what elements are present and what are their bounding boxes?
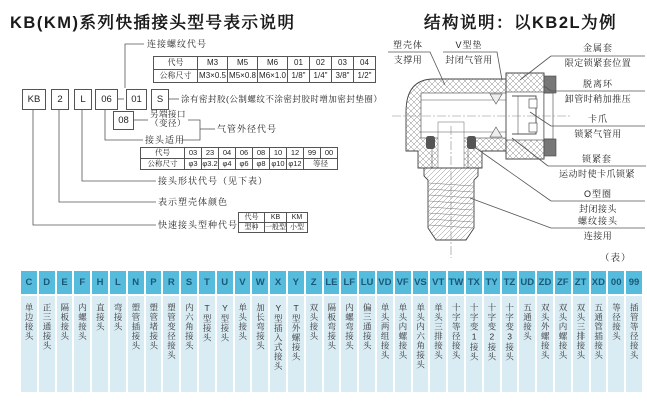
shape-desc-cell (146, 296, 162, 392)
table-cell: 1/8" (288, 70, 310, 83)
shape-column (270, 271, 286, 392)
shape-column (341, 271, 357, 392)
part-desc: 卸管时稍加推压 (564, 94, 632, 104)
shape-column (39, 271, 55, 392)
shape-column (163, 271, 179, 392)
table-cell: 01 (288, 57, 310, 70)
table-cell: 代号 (141, 148, 185, 159)
shape-desc: 单头内螺接头 (397, 303, 408, 360)
model-box-color: 2 (51, 89, 69, 110)
label-shell-color: 表示塑壳体颜色 (158, 197, 229, 207)
shape-desc-cell (502, 296, 518, 392)
label-other-end-note: （变径） (150, 118, 187, 128)
shape-desc-cell (217, 296, 233, 392)
part-label-metal-sleeve (551, 44, 645, 68)
label-sealant: 涂有密封胶(公制螺纹不涂密封胶时增加密封垫圈） (181, 94, 383, 104)
table-cell: φ12 (288, 159, 302, 169)
shape-code: VF (395, 271, 411, 294)
shape-column (324, 271, 340, 392)
shape-desc: 单头三排接头 (433, 303, 444, 360)
table-cell: M6 (258, 57, 288, 70)
part-name: 卡爪 (587, 114, 608, 124)
table-cell: 08 (253, 148, 270, 159)
shape-column (466, 271, 482, 392)
shape-code: TZ (502, 271, 518, 294)
label-shape-code: 接头形状代号（见下表） (158, 176, 269, 186)
model-box-sealant: S (151, 89, 169, 110)
shape-desc-cell (181, 296, 197, 392)
shape-desc: 弯接头 (113, 303, 124, 332)
table-cell: 10 (270, 148, 287, 159)
part-name: V型垫 (455, 40, 483, 50)
shape-desc: Y型接头 (219, 303, 230, 343)
table-cell: φ10 (271, 159, 285, 169)
shape-column (502, 271, 518, 392)
shape-desc: T型接头 (202, 303, 213, 343)
part-desc: 封闭接头 (578, 204, 617, 214)
shape-column (626, 271, 642, 392)
table-cell: 3/8" (332, 70, 354, 83)
shape-desc-cell (359, 296, 375, 392)
shape-desc-cell (74, 296, 90, 392)
shape-desc-cell (555, 296, 571, 392)
shape-desc-cell (128, 296, 144, 392)
shape-desc-cell (21, 296, 37, 392)
shape-column (377, 271, 393, 392)
table-cell: 04 (219, 148, 236, 159)
part-name: 螺纹接头 (577, 216, 618, 226)
shape-desc-cell (235, 296, 251, 392)
shape-desc-cell (199, 296, 215, 392)
part-desc: 连接用 (583, 231, 613, 241)
series-type-table (238, 212, 308, 233)
table-cell: KM (287, 213, 308, 223)
shape-desc-cell (466, 296, 482, 392)
shape-column (359, 271, 375, 392)
model-box-series: KB (22, 89, 46, 110)
shape-code: C (21, 271, 37, 294)
joint-shape-table (21, 271, 642, 392)
plastic-shell-shape (406, 79, 506, 168)
shape-desc-cell (430, 296, 446, 392)
shape-desc-cell (57, 296, 73, 392)
shape-column (395, 271, 411, 392)
shape-desc: 双头内螺接头 (558, 303, 569, 360)
table-cell: 等径 (304, 159, 338, 170)
shape-code: LF (341, 271, 357, 294)
thread-size-table (153, 56, 376, 83)
shape-code: TY (484, 271, 500, 294)
table-cell: 一般型 (265, 224, 286, 231)
table-cell: φ6 (236, 159, 253, 170)
shape-code: VD (377, 271, 393, 294)
table-cell: 04 (354, 57, 376, 70)
shape-code: V (235, 271, 251, 294)
shape-code: S (181, 271, 197, 294)
right-section-title: 结构说明：以KB2L为例 (424, 14, 618, 32)
shape-desc: 单边接头 (24, 303, 35, 341)
shape-code: D (39, 271, 55, 294)
shape-desc-cell (626, 296, 642, 392)
shape-desc: 单头接头 (237, 303, 248, 341)
shape-column (484, 271, 500, 392)
shape-column (110, 271, 126, 392)
shape-column (21, 271, 37, 392)
table-cell: 06 (236, 148, 253, 159)
part-desc: 限定锁紧套位置 (564, 58, 632, 68)
shape-column (591, 271, 607, 392)
shape-code: ZT (573, 271, 589, 294)
shape-desc: 隔板接头 (59, 303, 70, 341)
shape-desc: 塑管插接头 (130, 303, 141, 351)
label-joint-apply: 接头适用 (145, 135, 186, 145)
shape-code: U (217, 271, 233, 294)
shape-code: VS (413, 271, 429, 294)
shape-column (92, 271, 108, 392)
part-label-lock-sleeve (548, 155, 646, 179)
shape-desc: 十字变2接头 (486, 303, 497, 362)
shape-column (448, 271, 464, 392)
table-cell: M5×0.8 (228, 70, 258, 83)
part-label-shell (384, 41, 432, 65)
table-cell: KB (265, 213, 287, 223)
shape-desc-cell (324, 296, 340, 392)
table-cell: φ4 (219, 159, 236, 170)
shape-desc: 内六角接头 (184, 303, 195, 351)
shape-desc-cell (484, 296, 500, 392)
shape-column (181, 271, 197, 392)
shape-column (57, 271, 73, 392)
shape-code: Z (306, 271, 322, 294)
shape-desc: 十字等径接头 (451, 303, 462, 360)
table-cell: 02 (310, 57, 332, 70)
shape-column (217, 271, 233, 392)
shape-desc-cell (270, 296, 286, 392)
shape-desc-cell (252, 296, 268, 392)
shape-desc: 加长弯接头 (255, 303, 266, 351)
shape-desc: 十字变3接头 (504, 303, 515, 362)
shape-column (430, 271, 446, 392)
shape-code: F (74, 271, 90, 294)
shape-code: Y (288, 271, 304, 294)
part-label-v-ring (441, 41, 497, 65)
v-ring-shape (490, 94, 502, 104)
shape-code: TW (448, 271, 464, 294)
shape-column (199, 271, 215, 392)
shape-desc: 直接头 (95, 303, 106, 332)
shape-desc-cell (163, 296, 179, 392)
part-name: O型圈 (583, 189, 612, 199)
table-cell: 12 (287, 148, 304, 159)
shape-desc: 塑管变径接头 (166, 303, 177, 360)
shape-desc-cell (341, 296, 357, 392)
shape-desc-cell (519, 296, 535, 392)
shape-desc-cell (377, 296, 393, 392)
table-cell: 代号 (239, 213, 265, 223)
shape-code: X (270, 271, 286, 294)
shape-desc-cell (573, 296, 589, 392)
shape-desc-cell (110, 296, 126, 392)
shape-column (252, 271, 268, 392)
shape-desc: 双头外螺接头 (540, 303, 551, 360)
model-box-tube-od: 06 (95, 89, 118, 110)
shape-desc-cell (39, 296, 55, 392)
shape-code: 99 (626, 271, 642, 294)
shape-column (608, 271, 624, 392)
table-cell: M3×0.5 (198, 70, 228, 83)
table-cell: 公称尺寸 (154, 70, 198, 83)
shape-desc-cell (413, 296, 429, 392)
shape-code: N (128, 271, 144, 294)
table-cell: 型种 (239, 223, 265, 233)
shape-code: P (146, 271, 162, 294)
part-label-release-ring (551, 80, 645, 104)
shape-code: R (163, 271, 179, 294)
table-cell: 03 (185, 148, 202, 159)
table-cell: 23 (202, 148, 219, 159)
shape-desc: 五通管插接头 (593, 303, 604, 360)
table-reference-note: （表） (600, 253, 632, 264)
table-cell: 1/2" (354, 70, 376, 83)
shape-code: UD (519, 271, 535, 294)
shape-desc: 双头接头 (308, 303, 319, 341)
shape-desc: 隔板弯接头 (326, 303, 337, 351)
shape-desc-cell (395, 296, 411, 392)
fitting-cross-section (392, 73, 570, 258)
label-other-end: 另端接口 (150, 109, 187, 119)
shape-column (555, 271, 571, 392)
table-cell: φ3.2 (202, 159, 218, 169)
shape-code: LU (359, 271, 375, 294)
part-label-thread-joint (551, 217, 645, 241)
shape-desc: 单头内六角接头 (415, 303, 426, 370)
shape-desc-cell (288, 296, 304, 392)
label-tube-od: 气管外径代号 (217, 124, 278, 134)
shape-code: ZD (537, 271, 553, 294)
shape-desc-cell (608, 296, 624, 392)
shape-code: T (199, 271, 215, 294)
shape-column (74, 271, 90, 392)
shape-desc: 塑管堵接头 (148, 303, 159, 351)
part-name: 塑壳体 (392, 40, 423, 50)
shape-column (573, 271, 589, 392)
part-desc: 支撑用 (393, 55, 423, 65)
table-cell: 代号 (154, 57, 198, 70)
part-desc: 运动时使卡爪锁紧 (558, 169, 635, 179)
shape-desc: 内螺弯接头 (344, 303, 355, 351)
shape-desc: 正三通接头 (41, 303, 52, 351)
shape-code: TX (466, 271, 482, 294)
model-box-shape: L (74, 89, 92, 110)
table-cell: 公称尺寸 (141, 159, 185, 170)
o-ring-shape (426, 136, 435, 149)
table-cell: M6×1.0 (258, 70, 288, 83)
shape-desc: 等径接头 (611, 303, 622, 341)
shape-code: 00 (608, 271, 624, 294)
shape-desc-cell (448, 296, 464, 392)
shape-code: W (252, 271, 268, 294)
model-box-thread: 01 (126, 89, 147, 110)
table-cell: 99 (304, 148, 321, 159)
shape-desc-cell (591, 296, 607, 392)
table-cell: 小型 (287, 223, 308, 233)
shape-column (306, 271, 322, 392)
shape-desc: 插管等径接头 (629, 303, 640, 360)
claw-shape (512, 96, 536, 134)
threaded-stem-shape (424, 168, 478, 240)
shape-desc-cell (92, 296, 108, 392)
tube-od-table (140, 147, 338, 170)
left-section-title: KB(KM)系列快插接头型号表示说明 (10, 14, 296, 32)
shape-desc: 单头两组接头 (380, 303, 391, 360)
shape-code: ZF (555, 271, 571, 294)
shape-column (235, 271, 251, 392)
shape-code: L (110, 271, 126, 294)
shape-code: H (92, 271, 108, 294)
shape-desc: 十字变1接头 (469, 303, 480, 362)
table-cell: M5 (228, 57, 258, 70)
shape-desc: T型外螺接头 (291, 303, 302, 362)
shape-column (519, 271, 535, 392)
shape-column (288, 271, 304, 392)
table-cell: φ3 (185, 159, 202, 170)
metal-sleeve-shape (506, 73, 544, 159)
shape-desc: Y型插入式接头 (273, 303, 284, 371)
shape-code: VT (430, 271, 446, 294)
model-box-other-end: 08 (113, 111, 134, 130)
shape-column (413, 271, 429, 392)
table-cell: φ8 (253, 159, 270, 170)
shape-desc: 内螺接头 (77, 303, 88, 341)
part-name: 脱离环 (582, 79, 613, 89)
part-name: 金属套 (582, 43, 613, 53)
part-desc: 锁紧气管用 (574, 129, 622, 139)
table-cell: 03 (332, 57, 354, 70)
shape-column (537, 271, 553, 392)
table-cell: 1/4" (310, 70, 332, 83)
shape-desc-cell (306, 296, 322, 392)
shape-desc: 偏三通接头 (362, 303, 373, 351)
part-label-claw (551, 115, 645, 139)
shape-desc: 双头三排接头 (575, 303, 586, 360)
part-desc: 封闭气管用 (445, 55, 493, 65)
part-name: 锁紧套 (581, 154, 612, 164)
part-label-o-ring (551, 190, 645, 214)
shape-code: E (57, 271, 73, 294)
shape-code: XD (591, 271, 607, 294)
table-cell: M3 (198, 57, 228, 70)
table-cell: 00 (321, 148, 338, 159)
shape-desc-cell (537, 296, 553, 392)
label-series-code: 快速接头型种代号 (158, 220, 239, 230)
shape-column (128, 271, 144, 392)
shape-desc: 五通接头 (522, 303, 533, 341)
shape-column (146, 271, 162, 392)
label-thread-code: 连接螺纹代号 (147, 39, 208, 49)
shape-code: LE (324, 271, 340, 294)
